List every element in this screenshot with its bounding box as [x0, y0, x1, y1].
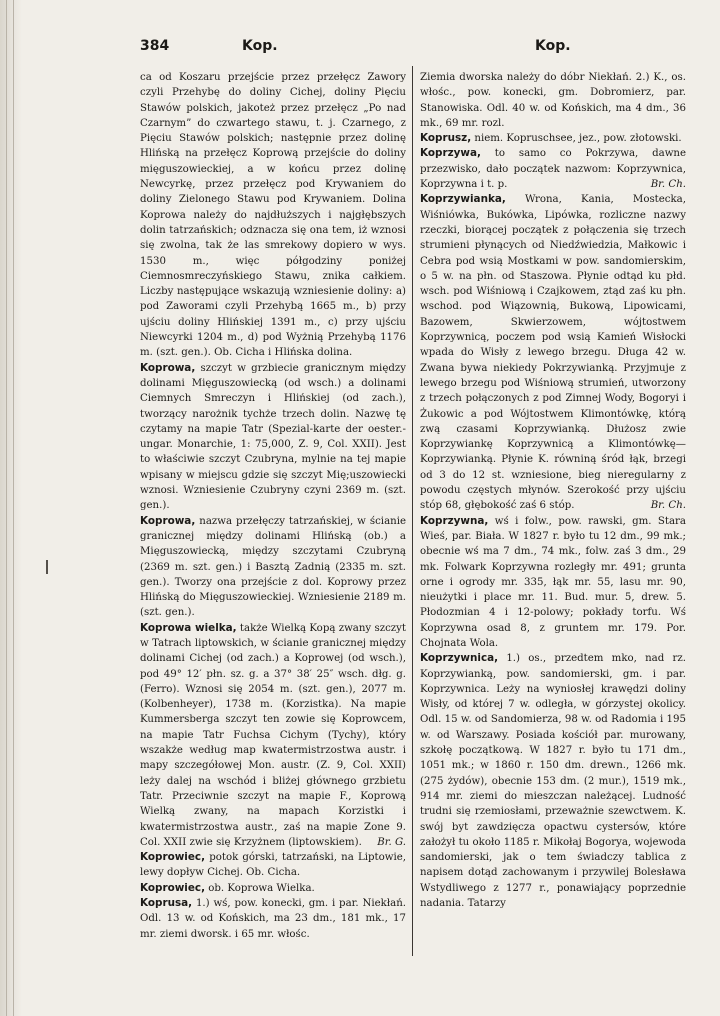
- entry-text: Wrona, Kania, Mostecka, Wiśniówka, Bukówka, Lipówka, rozliczne nazwy rzeczki, biorącej początek z połączenia się trzech strumieni płynących od Niedźwiedzia, Małkowic i Cebra pod wsią Mostkami w pow. sandomierskim, o 5 w. na płn. od Staszowa. Płynie odtąd ku płd. wsch. pod Wiśniową i Czajkowem, ztąd zaś ku płn. wschod. pod Wiązownią, Bukową, Lipowicami, Bazowem, Skwierzowem, wójtostwem Koprzywnicą, poczem pod wsią Kamień Wisłocki wpada do Wisły z lewego brzegu. Długa 42 w. Zwana bywa niekiedy Pokrzywianką. Przyjmuje z lewego brzegu pod Wiśniową strumień, utworzony z trzech połączonych z pod Zimnej Wody, Bogoryi i Żukowic a pod Wójtostwem Klimontówkę, którą zwą czasami Koprzywianką. Dłużosz zwie Koprzywiankę Koprzywnicą a Klimontówkę—Koprzywianką. Płynie K. równiną śród łąk, brzegi od 3 do 12 st. wzniesione, bieg nieregularny z powodu częstych młynów. Szerokość przy ujściu stóp 68, głębokość zaś 6 stóp.: [420, 194, 686, 512]
- entry-signature: Br. G.: [377, 836, 406, 848]
- dictionary-entry: [140, 621, 406, 850]
- dictionary-entry: [420, 70, 686, 131]
- dictionary-entry: [420, 192, 686, 513]
- entry-text: to samo co Pokrzywa, dawne przezwisko, dało początek nazwom: Koprzywnica, Koprzywna i t. p.: [420, 148, 686, 191]
- entry-signature: Br. Ch.: [650, 500, 686, 512]
- column-rule: [412, 66, 413, 956]
- entry-headword: Koprowiec,: [140, 851, 206, 864]
- entry-text: potok górski, tatrzański, na Liptowie, lewy dopływ Cichej. Ob. Cicha.: [140, 852, 406, 879]
- binding-line: [6, 0, 7, 1016]
- entry-headword: Koprowa,: [140, 514, 196, 527]
- entry-text: 1.) wś, pow. konecki, gm. i par. Niekłań. Odl. 13 w. od Końskich, ma 23 dm., 181 mk., 17 mr. ziemi dworsk. i 65 mr. włośc.: [140, 898, 406, 940]
- running-head-right: Kop.: [535, 38, 571, 54]
- entry-headword: Koprusz,: [420, 132, 472, 145]
- entry-text: nazwa przełęczy tatrzańskiej, w ścianie granicznej między dolinami Hlińską (ob.) a Mięguszowiecką, między szczytami Czubryną (2369 m. szt. gen.) i Basztą Zadnią (2335 m. szt. gen.). Tworzy ona przejście z dol. Koprowy przez Hlińską do Mięguszowieckiej. Wzniesienie 2189 m. (szt. gen.).: [140, 515, 406, 619]
- page-header: [140, 38, 688, 58]
- dictionary-entry: [140, 70, 406, 361]
- entry-headword: Koprzywna,: [420, 514, 489, 527]
- left-column: [140, 70, 406, 950]
- dictionary-entry: [420, 514, 686, 652]
- dictionary-entry: [140, 850, 406, 881]
- entry-headword: Koprowa wielka,: [140, 621, 237, 634]
- dictionary-entry: [420, 131, 686, 146]
- dictionary-entry: [140, 361, 406, 514]
- entry-text: Ziemia dworska należy do dóbr Niekłań. 2.) K., os. włośc., pow. konecki, gm. Dobromierz, par. Stanowiska. Odl. 40 w. od Końskich, ma 4 dm., 36 mk., 69 mr. rozl.: [420, 72, 686, 129]
- entry-headword: Koprusa,: [140, 897, 193, 910]
- dictionary-entry: [140, 514, 406, 621]
- entry-signature: Br. Ch.: [650, 179, 686, 191]
- dictionary-entry: [420, 146, 686, 192]
- page-number: 384: [140, 38, 170, 54]
- dictionary-entry: [140, 896, 406, 942]
- entry-text: niem. Kopruschsee, jez., pow. złotowski.: [471, 133, 682, 145]
- entry-text: szczyt w grzbiecie granicznym między dolinami Mięguszowiecką (od wsch.) a dolinami Ciemnych Smreczyn i Hlińskiej (od zach.), tworzący narożnik tychże trzech dolin. Nazwę tę czytamy na mapie Tatr (Spezial-karte der oester.-ungar. Monarchie, 1: 75,000, Z. 9, Col. XXII). Jest to właściwie szczyt Czubryna, mylnie na tej mapie wpisany w miejscu gdzie się szczyt Mię;uszowiecki wznosi. Wzniesienie Czubryny czyni 2369 m. (szt. gen.).: [140, 362, 406, 512]
- margin-mark: [46, 560, 48, 574]
- entry-text: 1.) os., przedtem mko, nad rz. Koprzywianką, pow. sandomierski, gm. i par. Koprzywnica. Leży na wyniosłej krawędzi doliny Wisły, od której 7 w. odległa, w górzystej okolicy. Odl. 15 w. od Sandomierza, 98 w. od Radomia i 195 w. od Warszawy. Posiada kościół par. murowany, szkołę początkową. W 1827 r. było tu 171 dm., 1051 mk.; w 1860 r. 150 dm. drewn., 1266 mk. (275 żydów), obecnie 153 dm. (2 mur.), 1519 mk., 914 mr. ziemi do mieszczan należącej. Ludność trudni się rzemiosłami, przeważnie szewctwem. K. swój byt zawdzięcza opactwu cystersów, które założył tu około 1185 r. Mikołaj Bogorya, wojewoda sandomierski, jak o tem świadczy tablica z napisem dotąd zachowanym i przywilej Bolesława Wstydliwego z 1277 r., ponawiający poprzednie nadania. Tatarzy: [420, 653, 686, 910]
- entry-headword: Koprzywnica,: [420, 652, 499, 665]
- entry-text: także Wielką Kopą zwany szczyt w Tatrach liptowskich, w ścianie granicznej między dolinami Cichej (od zach.) a Koprowej (od wsch.), pod 49° 12′ płn. sz. g. a 37° 38′ 25″ wsch. dłg. g. (Ferro). Wznosi się 2054 m. (szt. gen.), 2077 m. (Kolbenheyer), 1738 m. (Korzistka). Na mapie Kummersberga szczyt ten zowie się Koprowcem, na mapie Tatr Fuchsa Cichym (Tychy), który wszakże według map kwatermistrzostwa austr. i mapy szczegółowej Mon. austr. (Z. 9, Col. XXII) leży dalej na wschód i bliżej głównego grzbietu Tatr. Przeciwnie szczyt na mapie F., Koprową Wielką zwany, na mapach Korzistki i kwatermistrzostwa austr., zaś na mapie Zone 9. Col. XXII zwie się Krzyżnem (liptowskiem).: [140, 622, 406, 848]
- entry-text: ca od Koszaru przejście przez przełęcz Zawory czyli Przehybę do doliny Cichej, doliny Pięciu Stawów polskich, jakoteż przez przełęcz „Po nad Czarnym” do czwartego stawu, t. j. Czarnego, z Pięciu Stawów polskich; następnie przez dolinę Hlińską na przełęcz Koprową przejście do doliny mięguszowieckiej, a w końcu przez dolinę Newcyrkę, przez przełęcz pod Krywaniem do doliny Zielonego Stawu pod Krywaniem. Dolina Koprowa należy do najdłuższych i najgłębszych dolin tatrzańskich; odznacza się ona tem, iż wznosi się zwolna, tak że las smrekowy dopiero w wys. 1530 m., więc półgodziny poniżej Ciemnosmreczyńskiego Stawu, znika całkiem. Liczby następujące wskazują wzniesienie doliny: a) pod Zaworami czyli Przehybą 1665 m., b) przy ujściu doliny Hlińskiej 1391 m., c) przy ujściu Niewcyrki 1204 m., d) pod Wyżnią Przehybą 1176 m. (szt. gen.). Ob. Cicha i Hlińska dolina.: [140, 72, 406, 359]
- entry-headword: Koprowiec,: [140, 881, 206, 894]
- page-binding-edge: [0, 0, 22, 1016]
- binding-line: [13, 0, 14, 1016]
- entry-text: ob. Koprowa Wielka.: [205, 882, 315, 894]
- dictionary-entry: [140, 881, 406, 896]
- running-head-left: Kop.: [242, 38, 278, 54]
- entry-headword: Koprzywianka,: [420, 193, 506, 206]
- entry-headword: Koprzywa,: [420, 147, 481, 160]
- dictionary-entry: [420, 651, 686, 911]
- entry-headword: Koprowa,: [140, 361, 196, 374]
- entry-text: wś i folw., pow. rawski, gm. Stara Wieś, par. Biała. W 1827 r. było tu 12 dm., 99 mk.; obecnie wś ma 7 dm., 74 mk., folw. zaś 3 dm., 29 mk. Folwark Koprzywna rozległy mr. 491; grunta orne i ogrody mr. 335, łąk mr. 55, lasu mr. 90, nieużytki i place mr. 11. Bud. mur. 5, drew. 5. Płodozmian 4 i 12-polowy; pokłady torfu. Wś Koprzywna osad 8, z gruntem mr. 179. Por. Chojnata Wola.: [420, 515, 686, 649]
- right-column: [420, 70, 686, 950]
